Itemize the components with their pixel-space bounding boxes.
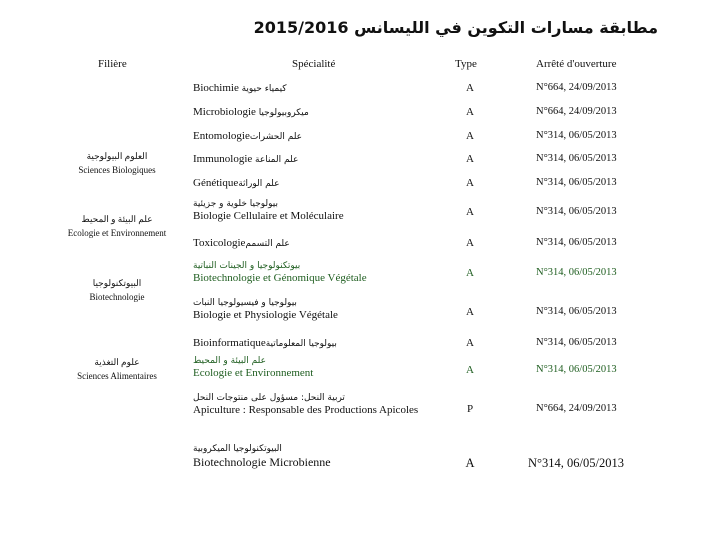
arrete-cell: N°314, 06/05/2013 xyxy=(536,337,617,348)
arrete-cell: N°314, 06/05/2013 xyxy=(528,456,624,470)
specialite-fr: Entomologie xyxy=(193,130,250,142)
arrete-cell: N°314, 06/05/2013 xyxy=(536,237,617,248)
specialite-fr: Immunologie xyxy=(193,153,253,165)
specialite-fr: Biotechnologie Microbienne xyxy=(193,455,331,470)
arrete-cell: N°314, 06/05/2013 xyxy=(536,306,617,317)
filiere-sciences-alimentaires xyxy=(52,356,182,384)
specialite-ar: بيولوجيا و فيسيولوجيا النبات xyxy=(193,298,297,308)
specialite-ar: علم المناعة xyxy=(255,155,299,165)
specialite-fr: Biotechnologie et Génomique Végétale xyxy=(193,272,367,285)
specialite-cell xyxy=(193,153,443,167)
type-cell: A xyxy=(466,130,474,142)
header-type: Type xyxy=(455,58,477,70)
specialite-ar: البيوتكنولوجيا الميكروبية xyxy=(193,444,282,454)
filiere-fr: Sciences Biologiques xyxy=(78,164,156,175)
filiere-ar: علوم التغذية xyxy=(94,357,140,367)
specialite-cell xyxy=(193,444,443,470)
specialite-ar: بيوتكنولوجيا و الجينات النباتية xyxy=(193,261,301,271)
specialite-cell xyxy=(193,199,443,224)
type-cell: A xyxy=(466,153,474,165)
specialite-cell xyxy=(193,298,443,323)
specialite-ar: بيولوجيا المعلوماتية xyxy=(265,339,337,349)
specialite-fr: Génétique xyxy=(193,177,239,189)
type-cell: A xyxy=(466,306,474,318)
specialite-cell xyxy=(193,393,443,418)
specialite-fr: Toxicologie xyxy=(193,237,246,249)
specialite-fr: Apiculture : Responsable des Productions Apicoles xyxy=(193,404,419,417)
arrete-cell: N°314, 06/05/2013 xyxy=(536,130,617,141)
type-cell: A xyxy=(466,364,474,376)
specialite-ar: علم التسمم xyxy=(245,239,290,249)
specialite-ar: علم البيئة و المحيط xyxy=(193,356,266,366)
specialite-fr: Biochimie xyxy=(193,82,239,94)
specialite-ar: كيمياء حيوية xyxy=(241,84,287,94)
header-specialite: Spécialité xyxy=(292,58,336,70)
header-filiere: Filière xyxy=(98,58,127,70)
type-cell: A xyxy=(466,106,474,118)
filiere-ar: البيوتكنولوجيا xyxy=(92,278,142,288)
type-cell: A xyxy=(466,267,474,279)
specialite-ar: بيولوجيا خلوية و جزيئية xyxy=(193,199,279,209)
filiere-ar: العلوم البيولوجية xyxy=(86,151,148,161)
type-cell: A xyxy=(466,337,474,349)
type-cell: A xyxy=(466,177,474,189)
filiere-fr: Ecologie et Environnement xyxy=(67,227,167,238)
type-cell: A xyxy=(466,237,474,249)
arrete-cell: N°664, 24/09/2013 xyxy=(536,403,617,414)
filiere-sciences-biologiques xyxy=(52,150,182,178)
specialite-cell xyxy=(193,130,443,144)
arrete-cell: N°314, 06/05/2013 xyxy=(536,153,617,164)
specialite-fr: Ecologie et Environnement xyxy=(193,367,314,380)
specialite-cell xyxy=(193,106,443,120)
type-cell: P xyxy=(466,403,474,415)
specialite-cell xyxy=(193,261,443,286)
specialite-fr: Biologie et Physiologie Végétale xyxy=(193,309,338,322)
filiere-ecologie xyxy=(52,213,182,241)
specialite-fr: Microbiologie xyxy=(193,106,256,118)
arrete-cell: N°314, 06/05/2013 xyxy=(536,206,617,217)
specialite-ar: تربية النحل: مسؤول على منتوجات النحل xyxy=(193,393,345,403)
arrete-cell: N°664, 24/09/2013 xyxy=(536,106,617,117)
specialite-fr: Biologie Cellulaire et Moléculaire xyxy=(193,210,344,223)
specialite-ar: علم الحشرات xyxy=(249,132,303,142)
arrete-cell: N°664, 24/09/2013 xyxy=(536,82,617,93)
specialite-ar: ميكروبيولوجيا xyxy=(258,108,309,118)
page-title: مطابقة مسارات التكوين في الليسانس 2015/2016 xyxy=(253,18,658,37)
filiere-biotechnologie xyxy=(52,277,182,305)
specialite-cell xyxy=(193,337,443,351)
arrete-cell: N°314, 06/05/2013 xyxy=(536,364,617,375)
arrete-cell: N°314, 06/05/2013 xyxy=(536,267,617,278)
specialite-cell xyxy=(193,237,443,251)
filiere-fr: Sciences Alimentaires xyxy=(77,370,157,381)
specialite-fr: Bioinformatique xyxy=(193,337,266,349)
type-cell: A xyxy=(466,206,474,218)
specialite-cell xyxy=(193,177,443,191)
specialite-cell xyxy=(193,82,443,96)
arrete-cell: N°314, 06/05/2013 xyxy=(536,177,617,188)
header-arrete: Arrêté d'ouverture xyxy=(536,58,617,70)
type-cell: A xyxy=(466,82,474,94)
type-cell: A xyxy=(465,456,475,470)
specialite-ar: علم الوراثة xyxy=(238,179,280,189)
filiere-ar: علم البيئة و المحيط xyxy=(81,214,153,224)
filiere-fr: Biotechnologie xyxy=(89,291,145,302)
specialite-cell xyxy=(193,356,443,381)
